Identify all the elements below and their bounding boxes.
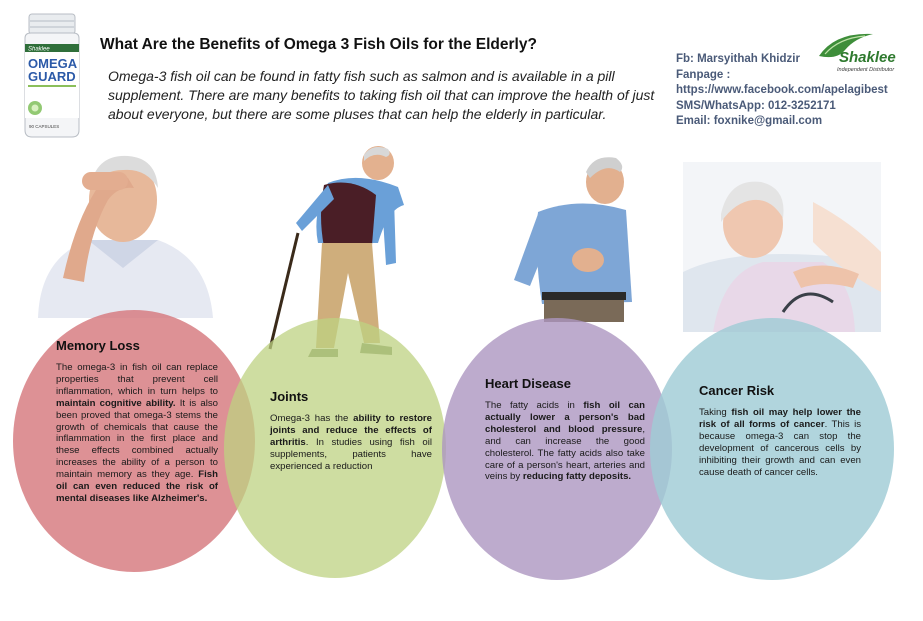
elderly-woman-hospital-image	[683, 162, 881, 332]
bottle-name-line1: OMEGA	[28, 56, 78, 71]
benefit-text: It is also been proved that omega-3 stems the growth of chemicals that cause the inflammation in the first place and these effects combined actually increases the ability of a person to maintain memory as they age.	[56, 397, 218, 481]
benefit-title: Heart Disease	[485, 376, 571, 391]
benefit-description	[56, 362, 218, 505]
logo-tagline-text: Independent Distributor	[837, 67, 895, 73]
shaklee-logo	[815, 30, 907, 80]
benefit-title: Memory Loss	[56, 338, 140, 353]
benefit-text: The omega-3 in fish oil can replace properties that prevent cell inflammation, which in turn helps to	[56, 362, 218, 397]
benefit-title: Joints	[270, 389, 309, 404]
benefit-joints	[270, 389, 432, 473]
intro-paragraph: Omega-3 fish oil can be found in fatty fish such as salmon and is available in a pill supplement. There are many benefits to taking fish oil that can improve the health of just about everyone, but there are some pluses that can help the elderly in particular.	[108, 68, 655, 122]
benefit-text: Taking	[699, 407, 732, 418]
bottle-name-line2: GUARD	[28, 69, 76, 84]
logo-brand-text: Shaklee	[839, 49, 896, 66]
benefit-cancer-risk	[699, 383, 861, 478]
benefit-emphasis-text: fish oil may help lower the risk of all forms of cancer	[699, 407, 861, 430]
contact-sms: SMS/WhatsApp: 012-3252171	[676, 99, 836, 112]
contact-email[interactable]: Email: foxnike@gmail.com	[676, 115, 823, 128]
benefit-heart-disease	[485, 376, 645, 483]
benefit-description	[699, 407, 861, 478]
contact-fanpage-label: Fanpage :	[676, 68, 731, 81]
benefit-title: Cancer Risk	[699, 383, 775, 398]
benefit-text: , and can increase the good cholesterol. The fatty acids also take care of a person's heart, arteries and veins by	[485, 423, 645, 483]
benefit-emphasis-text: Fish oil can even reduced the risk of mental diseases like Alzheimer's.	[56, 469, 218, 504]
benefit-emphasis-text: fish oil can actually lower a person's bad cholesterol and blood pressure	[485, 400, 645, 435]
contact-fanpage-link[interactable]: https://www.facebook.com/apelagibest	[676, 84, 888, 97]
benefit-emphasis-text: reducing fatty deposits.	[522, 471, 632, 483]
elderly-man-headache-image	[18, 148, 223, 318]
benefit-emphasis-text: ability to restore joints and reduce the effects of arthritis	[270, 413, 433, 448]
benefit-text: Omega-3 has the	[270, 413, 354, 424]
omega-guard-bottle-image	[17, 12, 87, 140]
bottle-brand-text: Shaklee	[28, 46, 50, 53]
benefit-text: . In studies using fish oil supplements, patients have experienced a reduction	[270, 436, 432, 472]
benefit-memory-loss	[56, 338, 218, 505]
benefit-description	[485, 400, 645, 483]
benefit-text: . This is because omega-3 can stop the development of cancerous cells by inhibiting their growth and can even cause death of cancer cells.	[699, 418, 861, 478]
contact-facebook: Fb: Marsyithah Khidzir	[676, 53, 800, 65]
benefit-text: The fatty acids in	[485, 400, 584, 411]
elderly-man-chest-pain-image	[508, 152, 643, 322]
page-title: What Are the Benefits of Omega 3 Fish Oils for the Elderly?	[100, 36, 537, 53]
benefit-description	[270, 413, 432, 473]
bottle-capsules-text: 90 CAPSULES	[29, 124, 60, 129]
benefit-emphasis-text: maintain cognitive ability.	[56, 397, 176, 409]
